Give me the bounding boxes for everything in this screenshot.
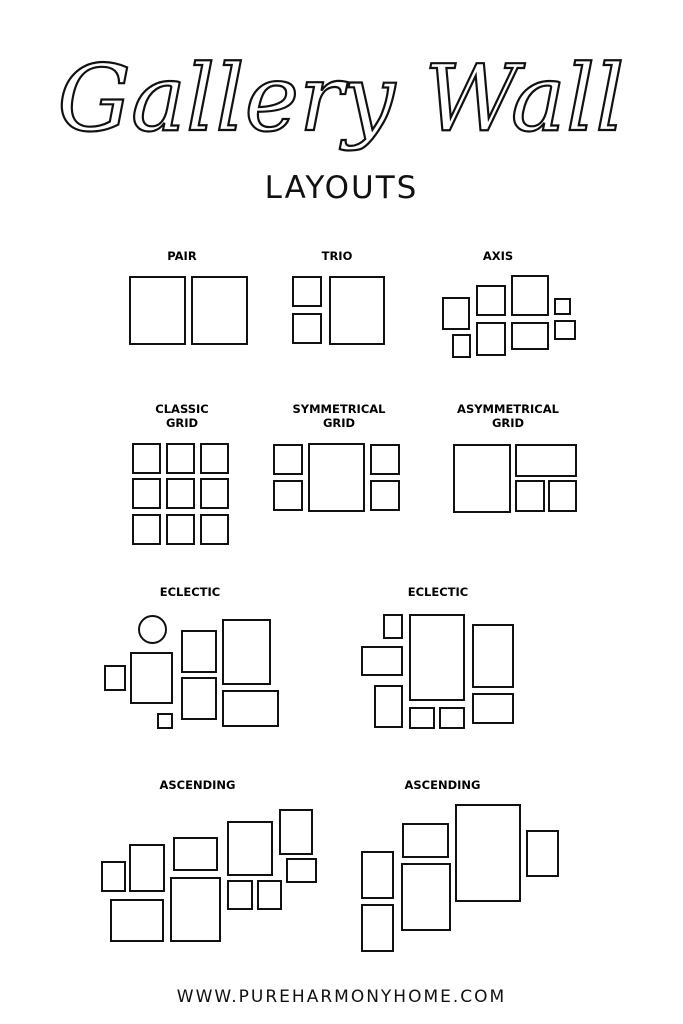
frame [227,880,253,910]
frame [227,821,273,876]
frame [170,877,221,942]
frame [129,844,165,892]
frame [402,823,449,858]
layout-label-symmetrical-grid: SYMMETRICAL GRID [292,402,386,430]
frame [101,861,126,892]
layout-label-axis: AXIS [482,249,514,263]
frame [476,322,506,356]
frame [308,443,365,512]
frame [455,804,521,902]
frame [511,275,549,316]
frame [181,630,217,673]
frame [370,444,400,475]
title-text: Gallery Wall [57,45,625,152]
frame [279,809,313,855]
frame [511,322,549,350]
gallery-wall-script-title [0,20,683,170]
website-url: WWW.PUREHARMONYHOME.COM [176,987,507,1007]
frame [442,297,470,330]
frame [401,863,451,931]
frame [166,514,195,545]
round-frame [138,615,167,644]
frame [200,514,229,545]
frame [191,276,248,345]
layout-label-eclectic-1: ECLECTIC [159,585,221,599]
frame [222,619,271,685]
frame [286,858,317,883]
frame [130,652,173,704]
frame [200,478,229,509]
frame [439,707,465,729]
frame [476,285,506,316]
layout-label-ascending-2: ASCENDING [404,778,481,792]
layout-label-classic-grid: CLASSIC GRID [155,402,209,430]
frame [222,690,279,727]
layout-label-trio: TRIO [321,249,353,263]
frame [453,444,511,513]
frame [181,677,217,720]
frame [273,480,303,511]
frame [132,443,161,474]
layout-label-eclectic-2: ECLECTIC [407,585,469,599]
frame [409,614,465,701]
frame [472,693,514,724]
frame [292,276,322,307]
frame [383,614,403,639]
page-subtitle: LAYOUTS [264,170,419,206]
frame [200,443,229,474]
frame [361,904,394,952]
frame [361,646,403,676]
frame [273,444,303,475]
frame [361,851,394,899]
frame [472,624,514,688]
layout-label-pair: PAIR [167,249,197,263]
frame [554,320,576,340]
frame [370,480,400,511]
frame [104,665,126,691]
frame [292,313,322,344]
frame [110,899,164,942]
frame [515,444,577,477]
frame [515,480,545,512]
layout-label-ascending-1: ASCENDING [159,778,236,792]
frame [452,334,471,358]
frame [526,830,559,877]
layout-label-asymmetrical-grid: ASYMMETRICAL GRID [457,402,559,430]
frame [157,713,173,729]
frame [129,276,186,345]
frame [166,478,195,509]
frame [257,880,282,910]
frame [374,685,403,728]
frame [132,478,161,509]
frame [173,837,218,871]
frame [554,298,571,315]
frame [329,276,385,345]
frame [132,514,161,545]
frame [548,480,577,512]
frame [166,443,195,474]
frame [409,707,435,729]
